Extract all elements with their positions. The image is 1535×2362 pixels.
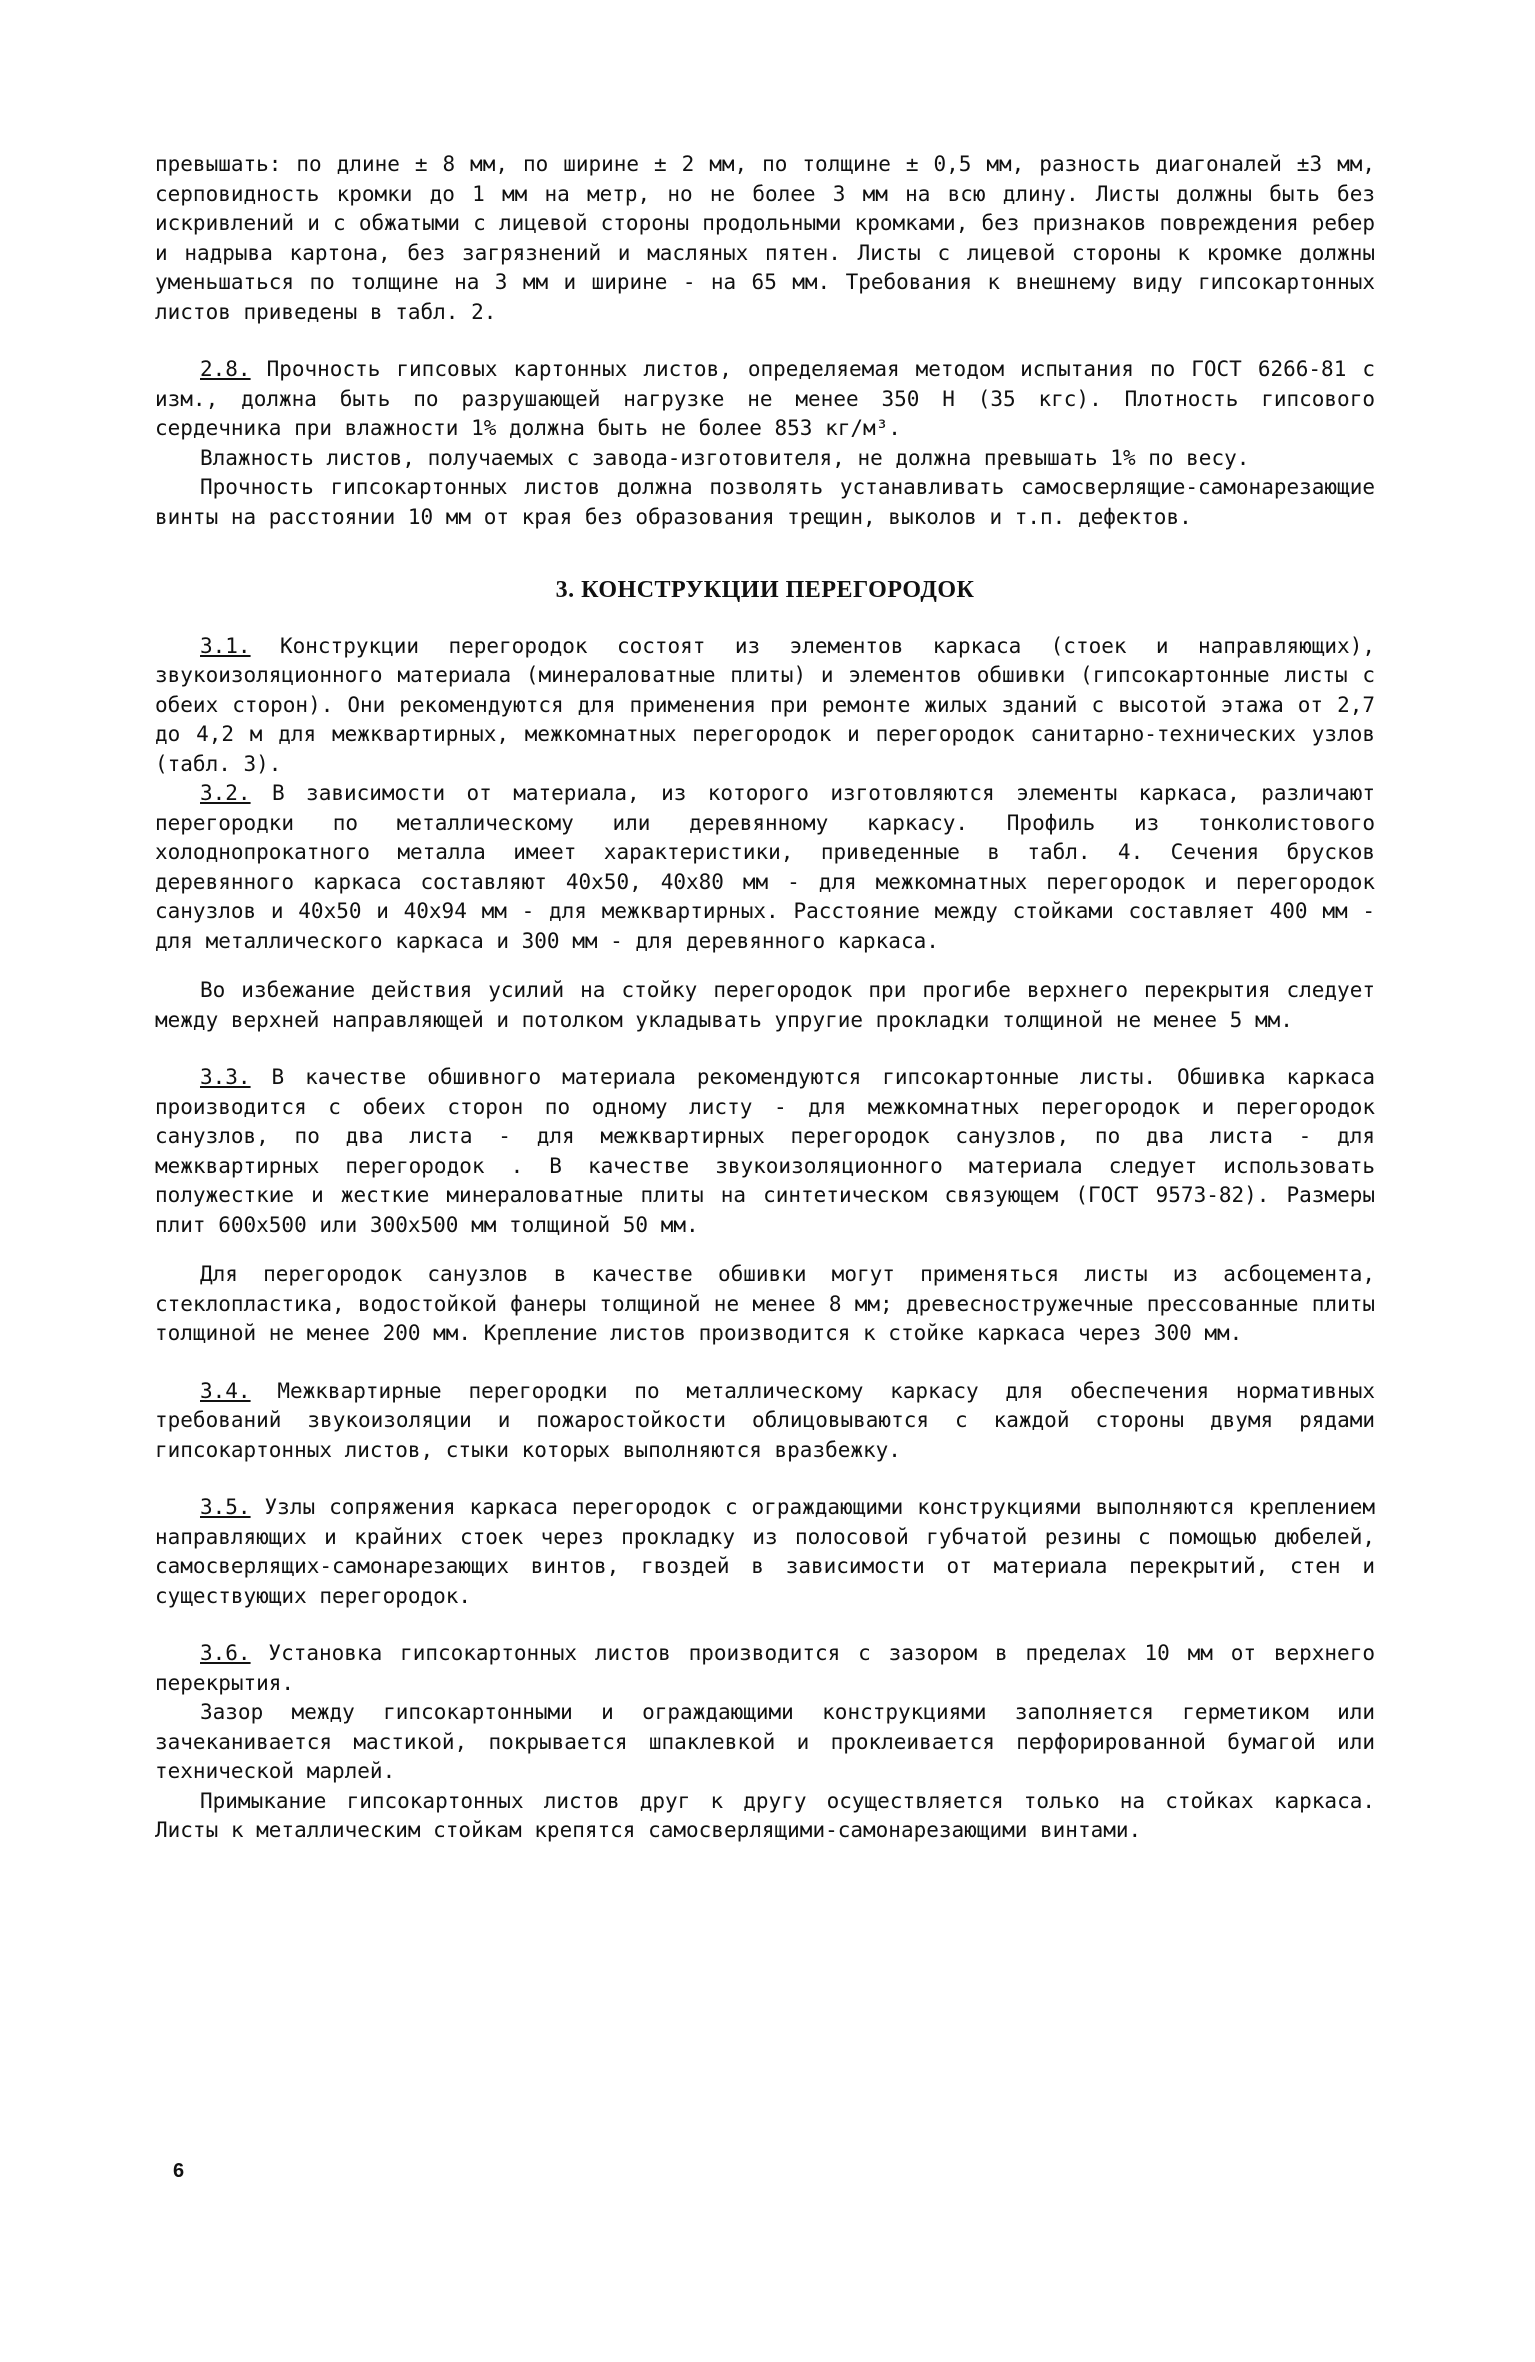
- paragraph-text: Установка гипсокартонных листов производится с зазором в пределах 10 мм от верхнего перекрытия.: [155, 1641, 1375, 1695]
- paragraph-number: 3.4.: [200, 1378, 251, 1403]
- paragraph-text: Прочность гипсовых картонных листов, определяемая методом испытания по ГОСТ 6266-81 с изм., должна быть по разрушающей нагрузке не менее 350 Н (35 кгс). Плотность гипсового сердечника при влажности 1% должна быть не более 853 кг/м³.: [155, 357, 1375, 440]
- paragraph-3-3-extra: Для перегородок санузлов в качестве обшивки могут применяться листы из асбоцемента, стеклопластика, водостойкой фанеры толщиной не менее 8 мм; древесностружечные прессованные плиты толщиной не менее 200 мм. Крепление листов производится к стойке каркаса через 300 мм.: [155, 1262, 1375, 1345]
- paragraph-3-5: [155, 1493, 1375, 1611]
- paragraph-3-4: [155, 1377, 1375, 1466]
- paragraph-3-6-joint: Примыкание гипсокартонных листов друг к другу осуществляется только на стойках каркаса. Листы к металлическим стойкам крепятся самосверлящими-самонарезающими винтами.: [155, 1788, 1375, 1842]
- paragraph-number: 3.3.: [200, 1065, 251, 1089]
- paragraph-3-3: [155, 1063, 1375, 1240]
- paragraph-3-2: [155, 779, 1375, 956]
- page-number: 6: [173, 2160, 185, 2182]
- paragraph-2-8: [155, 355, 1375, 444]
- paragraph-text: В качестве обшивного материала рекомендуются гипсокартонные листы. Обшивка каркаса производится с обеих сторон по одному листу - для межкомнатных перегородок и перегородок санузлов, по два листа - для межквартирных перегородок санузлов, по два листа - для межквартирных перегородок . В качестве звукоизоляционного материала следует использовать полужесткие и жесткие минераловатные плиты на синтетическом связующем (ГОСТ 9573-82). Размеры плит 600х500 или 300х500 мм толщиной 50 мм.: [155, 1065, 1375, 1237]
- paragraph-text: Конструкции перегородок состоят из элементов каркаса (стоек и направляющих), звукоизоляционного материала (минераловатные плиты) и элементов обшивки (гипсокартонные листы с обеих сторон). Они рекомендуются для применения при ремонте жилых зданий с высотой этажа от 2,7 до 4,2 м для межквартирных, межкомнатных перегородок и перегородок санитарно-технических узлов (табл. 3).: [155, 633, 1375, 776]
- document-page: [155, 150, 1375, 1846]
- paragraph-3-6-gap: Зазор между гипсокартонными и ограждающими конструкциями заполняется герметиком или зачеканивается мастикой, покрывается шпаклевкой и проклеивается перфорированной бумагой или технической марлей.: [155, 1700, 1375, 1783]
- paragraph-number: 2.8.: [200, 357, 251, 381]
- paragraph-text: Узлы сопряжения каркаса перегородок с ограждающими конструкциями выполняются креплением направляющих и крайних стоек через прокладку из полосовой губчатой резины с помощью дюбелей, самосверлящих-самонарезающих винтов, гвоздей в зависимости от материала перекрытий, стен и существующих перегородок.: [155, 1495, 1375, 1608]
- screw-strength-paragraph: Прочность гипсокартонных листов должна позволять устанавливать самосверлящие-самонарезающие винты на расстоянии 10 мм от края без образования трещин, выколов и т.п. дефектов.: [155, 475, 1375, 529]
- intro-paragraph: превышать: по длине ± 8 мм, по ширине ± 2 мм, по толщине ± 0,5 мм, разность диагоналей ±3 мм, серповидность кромки до 1 мм на метр, но не более 3 мм на всю длину. Листы должны быть без искривлений и с обжатыми с лицевой стороны продольными кромками, без признаков повреждения ребер и надрыва картона, без загрязнений и масляных пятен. Листы с лицевой стороны к кромке должны уменьшаться по толщине на 3 мм и ширине - на 65 мм. Требования к внешнему виду гипсокартонных листов приведены в табл. 2.: [155, 152, 1375, 324]
- paragraph-number: 3.6.: [200, 1641, 251, 1665]
- humidity-paragraph: Влажность листов, получаемых с завода-изготовителя, не должна превышать 1% по весу.: [200, 445, 1250, 470]
- paragraph-3-6: [155, 1639, 1375, 1698]
- paragraph-number: 3.2.: [200, 781, 251, 805]
- section-heading: 3. КОНСТРУКЦИИ ПЕРЕГОРОДОК: [555, 577, 975, 603]
- paragraph-3-1: [155, 632, 1375, 780]
- paragraph-number: 3.5.: [200, 1495, 251, 1519]
- paragraph-text: В зависимости от материала, из которого изготовляются элементы каркаса, различают перегородки по металлическому или деревянному каркасу. Профиль из тонколистового холоднопрокатного металла имеет характеристики, приведенные в табл. 4. Сечения брусков деревянного каркаса составляют 40х50, 40х80 мм - для межкомнатных перегородок и перегородок санузлов и 40х50 и 40х94 мм - для межквартирных. Расстояние между стойками составляет 400 мм - для металлического каркаса и 300 мм - для деревянного каркаса.: [155, 781, 1375, 953]
- paragraph-text: Межквартирные перегородки по металлическому каркасу для обеспечения нормативных требований звукоизоляции и пожаростойкости облицовываются с каждой стороны двумя рядами гипсокартонных листов, стыки которых выполняются вразбежку.: [155, 1378, 1375, 1462]
- paragraph-3-2-extra: Во избежание действия усилий на стойку перегородок при прогибе верхнего перекрытия следует между верхней направляющей и потолком укладывать упругие прокладки толщиной не менее 5 мм.: [155, 978, 1375, 1032]
- paragraph-number: 3.1.: [200, 633, 251, 658]
